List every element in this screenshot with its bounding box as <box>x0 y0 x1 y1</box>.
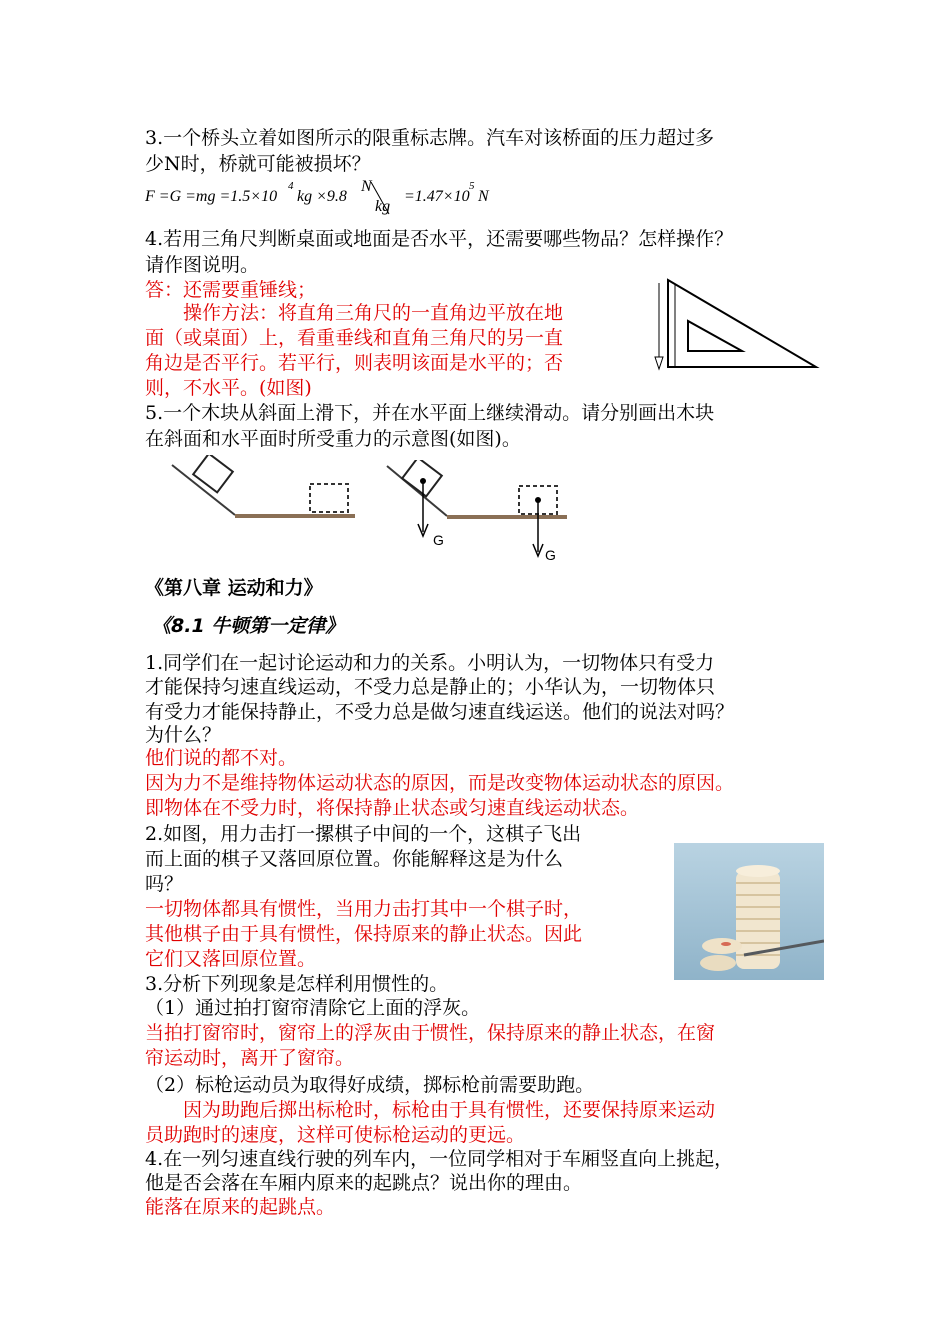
section-question-2-text: 而上面的棋子又落回原位置。你能解释这是为什么 <box>145 848 564 870</box>
formula-exponent: 4 <box>288 180 294 192</box>
chapter-title: 《第八章 运动和力》 <box>145 577 323 599</box>
formula-denominator: kg <box>375 198 391 215</box>
answer-4-text: 面（或桌面）上，看重垂线和直角三角尺的另一直 <box>145 327 564 349</box>
section-answer-1-text: 他们说的都不对。 <box>145 747 298 769</box>
section-question-3-part1: （1）通过拍打窗帘清除它上面的浮灰。 <box>145 997 481 1019</box>
question-5-text: 5.一个木块从斜面上滑下，并在水平面上继续滑动。请分别画出木块 <box>145 402 715 424</box>
section-question-4-text: 他是否会落在车厢内原来的起跳点？说出你的理由。 <box>145 1172 583 1194</box>
section-question-1-text: 才能保持匀速直线运动，不受力总是静止的；小华认为，一切物体只 <box>145 676 716 698</box>
section-question-1-text: 1.同学们在一起讨论运动和力的关系。小明认为，一切物体只有受力 <box>145 652 715 674</box>
incline-block-figure <box>170 455 360 527</box>
answer-4-text: 角边是否平行。若平行，则表明该面是水平的；否 <box>145 352 564 374</box>
section-title: 《8.1 牛顿第一定律》 <box>152 615 345 637</box>
formula-numerator: N <box>361 178 372 195</box>
triangle-ruler-figure <box>650 275 820 375</box>
gravity-label: G <box>433 532 444 548</box>
answer-4-text: 操作方法：将直角三角尺的一直角边平放在地 <box>145 302 564 324</box>
gravity-label: G <box>545 547 556 563</box>
section-answer-2-text: 其他棋子由于具有惯性，保持原来的静止状态。因此 <box>145 923 583 945</box>
section-question-1-text: 为什么？ <box>145 724 222 746</box>
section-answer-2-text: 一切物体都具有惯性，当用力击打其中一个棋子时， <box>145 898 583 920</box>
formula-unit: N <box>478 188 489 205</box>
question-3-text: 少N时，桥就可能被损坏？ <box>145 153 371 175</box>
formula-kg: kg ×9.8 <box>297 188 347 205</box>
section-answer-4-text: 能落在原来的起跳点。 <box>145 1196 336 1218</box>
formula-result: =1.47×10 <box>404 188 470 205</box>
section-answer-3-part1: 当拍打窗帘时，窗帘上的浮灰由于惯性，保持原来的静止状态，在窗 <box>145 1022 716 1044</box>
section-answer-1-text: 即物体在不受力时，将保持静止状态或匀速直线运动状态。 <box>145 797 640 819</box>
checkers-stack-illustration <box>674 843 824 980</box>
checkers-stack-photo <box>674 843 824 980</box>
section-question-2-text: 2.如图，用力击打一摞棋子中间的一个，这棋子飞出 <box>145 823 582 845</box>
question-5-text: 在斜面和水平面时所受重力的示意图(如图)。 <box>145 428 521 450</box>
section-question-3-part2: （2）标枪运动员为取得好成绩，掷标枪前需要助跑。 <box>145 1074 595 1096</box>
section-answer-3-part2: 因为助跑后掷出标枪时，标枪由于具有惯性，还要保持原来运动 <box>145 1099 716 1121</box>
section-answer-3-part1: 帘运动时，离开了窗帘。 <box>145 1047 355 1069</box>
question-3-text: 3.一个桥头立着如图所示的限重标志牌。汽车对该桥面的压力超过多 <box>145 127 715 149</box>
formula-lhs: F =G =mg =1.5×10 <box>145 188 278 205</box>
question-4-text: 4.若用三角尺判断桌面或地面是否水平，还需要哪些物品？怎样操作？ <box>145 228 734 250</box>
answer-4-text: 则，不水平。(如图) <box>145 377 312 399</box>
section-answer-3-part2: 员助跑时的速度，这样可使标枪运动的更远。 <box>145 1124 526 1146</box>
section-answer-1-text: 因为力不是维持物体运动状态的原因，而是改变物体运动状态的原因。 <box>145 772 735 794</box>
section-question-1-text: 有受力才能保持静止，不受力总是做匀速直线运送。他们的说法对吗？ <box>145 701 735 723</box>
question-4-text: 请作图说明。 <box>145 254 260 276</box>
section-question-2-text: 吗？ <box>145 873 184 895</box>
section-question-4-text: 4.在一列匀速直线行驶的列车内，一位同学相对于车厢竖直向上挑起， <box>145 1148 734 1170</box>
section-question-3-text: 3.分析下列现象是怎样利用惯性的。 <box>145 973 449 995</box>
answer-4-text: 答：还需要重锤线； <box>145 279 317 301</box>
formula-exponent: 5 <box>469 180 475 192</box>
section-answer-2-text: 它们又落回原位置。 <box>145 948 317 970</box>
